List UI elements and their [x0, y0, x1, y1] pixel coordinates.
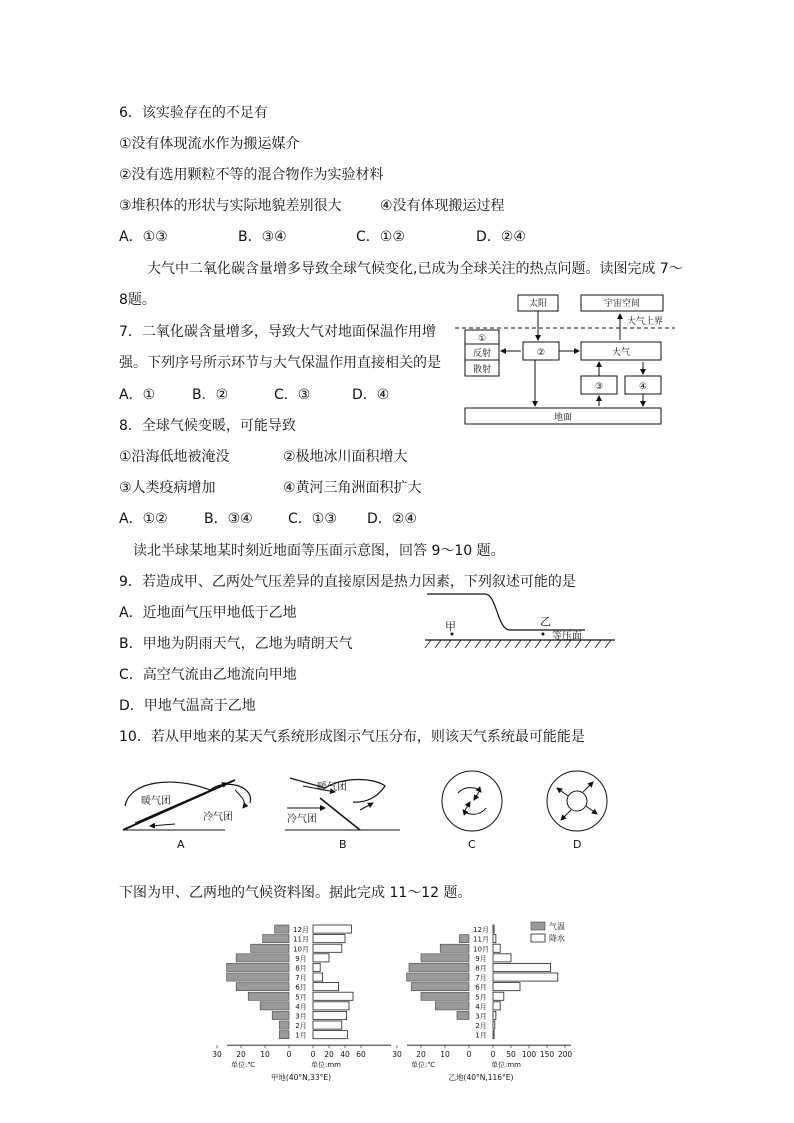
q10-stem: 10．若从甲地来的某天气系统形成图示气压分布，则该天气系统最可能能是: [119, 729, 585, 745]
precip-bar: [313, 973, 323, 981]
month-label: 9月: [475, 954, 487, 963]
q6-statement-4: ④没有体现搬运过程: [380, 198, 505, 214]
temp-bar: [279, 1031, 289, 1039]
option-c-cyclone: [442, 771, 502, 831]
q8-option-c: C．①③: [288, 511, 337, 527]
month-label: 7月: [475, 974, 487, 983]
unit-precip: 单位:mm: [311, 1061, 341, 1070]
month-label: 3月: [475, 1012, 487, 1021]
chart-title: 乙地(40°N,116°E): [448, 1073, 514, 1083]
temp-bar: [263, 935, 289, 943]
tick-label-temp: 10: [440, 1050, 450, 1060]
temp-bar: [440, 944, 469, 952]
precip-bar: [313, 983, 339, 991]
temp-bar: [236, 983, 289, 991]
legend-precip-label: 降水: [549, 934, 565, 943]
month-label: 1月: [295, 1031, 307, 1040]
label-b: B: [339, 838, 347, 851]
q9-option-d: D．甲地气温高于乙地: [119, 698, 256, 714]
temp-bar: [227, 963, 289, 971]
unit-temp: 单位:℃: [231, 1061, 256, 1070]
month-label: 4月: [475, 1002, 487, 1011]
tick-label-temp: 30: [392, 1050, 402, 1060]
tick-label-temp: 20: [236, 1050, 246, 1060]
precip-bar: [313, 992, 353, 1000]
q8-option-d: D．②④: [367, 511, 417, 527]
intro-7-8-line2: 8题。: [119, 292, 156, 308]
q6-statement-2: ②没有选用颗粒不等的混合物作为实验材料: [119, 167, 384, 183]
weather-systems-diagram: [115, 768, 615, 853]
month-label: 6月: [295, 983, 307, 992]
precip-bar: [313, 963, 320, 971]
box-4-label: ④: [638, 382, 648, 392]
q7-option-a: A．①: [119, 387, 156, 403]
temp-bar: [227, 973, 289, 981]
q9-option-a: A．近地面气压甲地低于乙地: [119, 605, 297, 621]
month-label: 2月: [475, 1022, 487, 1031]
temp-bar: [457, 1011, 469, 1019]
q7-option-d: D．④: [352, 387, 390, 403]
q8-stem: 8．全球气候变暖，可能导致: [119, 418, 296, 434]
month-label: 10月: [293, 945, 309, 954]
precip-bar: [313, 1002, 349, 1010]
q9-stem: 9．若造成甲、乙两处气压差异的直接原因是热力因素，下列叙述可能的是: [119, 574, 576, 590]
temp-bar: [260, 1002, 289, 1010]
temp-bar: [251, 944, 289, 952]
precip-bar: [313, 954, 329, 962]
box-3-label: ③: [594, 382, 604, 392]
precip-bar: [313, 1031, 347, 1039]
reflect-label: 反射: [472, 349, 492, 359]
q7-line1: 7．二氧化碳含量增多，导致大气对地面保温作用增: [119, 324, 436, 340]
q8-statement-3: ③人类疫病增加: [119, 480, 216, 496]
jia-label: 甲: [445, 620, 456, 633]
climate-charts: [212, 918, 585, 1083]
tick-label-precip: 100: [521, 1050, 537, 1060]
legend-precip-swatch: [531, 934, 545, 942]
precip-bar: [493, 944, 500, 952]
label-d: D: [573, 838, 582, 851]
ground-label: 地面: [553, 413, 573, 423]
sun-label: 太阳: [528, 299, 548, 309]
yi-label: 乙: [540, 615, 551, 628]
temp-bar: [421, 992, 469, 1000]
intro-11-12: 下图为甲、乙两地的气候资料图。据此完成 11～12 题。: [119, 885, 472, 901]
month-label: 8月: [295, 964, 307, 973]
scatter-label: 散射: [472, 365, 492, 375]
intro-9-10: 读北半球某地某时刻近地面等压面示意图，回答 9～10 题。: [133, 543, 505, 559]
month-label: 8月: [475, 964, 487, 973]
precip-bar: [313, 925, 351, 933]
q6-option-d: D．②④: [476, 229, 526, 245]
precip-bar: [493, 1002, 500, 1010]
upper-boundary-label: 大气上界: [626, 317, 664, 327]
q9-option-c: C．高空气流由乙地流向甲地: [119, 667, 297, 683]
atmosphere-heat-diagram: [455, 290, 675, 430]
month-label: 6月: [475, 983, 487, 992]
precip-bar: [493, 963, 551, 971]
a-warm-label: 暖气团: [141, 796, 171, 807]
q8-statement-2: ②极地冰川面积增大: [283, 449, 408, 465]
tick-label-precip: 0: [490, 1050, 496, 1060]
b-warm-label: 暖气团: [317, 782, 347, 793]
intro-7-8-line1: 大气中二氧化碳含量增多导致全球气候变化,已成为全球关注的热点问题。读图完成 7～: [147, 261, 683, 277]
month-label: 10月: [473, 945, 489, 954]
tick-label-precip: 40: [340, 1050, 350, 1060]
a-cold-label: 冷气团: [203, 812, 233, 823]
q6-stem: 6．该实验存在的不足有: [119, 105, 268, 121]
temp-bar: [435, 1002, 469, 1010]
isobar-label: 等压面: [552, 631, 582, 642]
month-label: 7月: [295, 974, 307, 983]
tick-label-temp: 0: [286, 1050, 292, 1060]
unit-precip: 单位:mm: [491, 1061, 521, 1070]
month-label: 4月: [295, 1002, 307, 1011]
temp-bar: [236, 954, 289, 962]
q8-option-b: B．③④: [204, 511, 253, 527]
precip-bar: [313, 944, 342, 952]
tick-label-precip: 200: [557, 1050, 573, 1060]
month-label: 12月: [293, 926, 309, 935]
chart-title: 甲地(40°N,33°E): [270, 1073, 332, 1083]
tick-label-precip: 50: [506, 1050, 516, 1060]
temp-bar: [248, 992, 289, 1000]
yi-point: [542, 633, 545, 636]
q7-line2: 强。下列序号所示环节与大气保温作用直接相关的是: [119, 355, 441, 371]
month-label: 11月: [293, 935, 309, 944]
tick-label-precip: 150: [539, 1050, 555, 1060]
temp-bar: [409, 963, 469, 971]
q6-statement-3: ③堆积体的形状与实际地貌差别很大: [119, 198, 342, 214]
q8-statement-1: ①沿海低地被淹没: [119, 449, 230, 465]
q6-option-c: C．①②: [356, 229, 405, 245]
temp-bar: [459, 935, 469, 943]
tick-label-temp: 0: [466, 1050, 472, 1060]
label-c: C: [468, 838, 476, 851]
label-a: A: [177, 838, 185, 851]
q6-statement-1: ①没有体现流水作为搬运媒介: [119, 136, 300, 152]
precip-bar: [493, 1031, 494, 1039]
precip-bar: [313, 935, 345, 943]
legend-temp-swatch: [531, 922, 545, 930]
temp-bar: [407, 973, 469, 981]
isobar-diagram: [425, 588, 620, 650]
month-label: 5月: [475, 993, 487, 1002]
b-cold-label: 冷气团: [287, 814, 317, 825]
precip-bar: [493, 925, 494, 933]
option-d-anticyclone: [547, 771, 607, 831]
temp-bar: [272, 1011, 289, 1019]
unit-temp: 单位:℃: [411, 1061, 436, 1070]
tick-label-temp: 20: [416, 1050, 426, 1060]
legend-temp-label: 气温: [549, 922, 565, 931]
box-2-label: ②: [536, 348, 546, 358]
precip-bar: [493, 935, 496, 943]
tick-label-precip: 0: [310, 1050, 316, 1060]
month-label: 2月: [295, 1022, 307, 1031]
temp-bar: [421, 954, 469, 962]
precip-bar: [493, 1021, 495, 1029]
q7-option-b: B．②: [192, 387, 229, 403]
month-label: 5月: [295, 993, 307, 1002]
month-label: 3月: [295, 1012, 307, 1021]
month-label: 1月: [475, 1031, 487, 1040]
temp-bar: [279, 1021, 289, 1029]
q8-option-a: A．①②: [119, 511, 168, 527]
precip-bar: [313, 1021, 342, 1029]
month-label: 12月: [473, 926, 489, 935]
month-label: 11月: [473, 935, 489, 944]
tick-label-temp: 10: [260, 1050, 270, 1060]
precip-bar: [493, 973, 558, 981]
precip-bar: [493, 1011, 496, 1019]
q8-statement-4: ④黄河三角洲面积扩大: [283, 480, 422, 496]
month-label: 9月: [295, 954, 307, 963]
q6-option-b: B．③④: [238, 229, 287, 245]
temp-bar: [411, 983, 469, 991]
tick-label-precip: 60: [356, 1050, 366, 1060]
q6-option-a: A．①③: [119, 229, 168, 245]
box-1-label: ①: [477, 334, 487, 344]
precip-bar: [493, 954, 511, 962]
temp-bar: [275, 925, 289, 933]
q7-option-c: C．③: [274, 387, 311, 403]
q9-option-b: B．甲地为阴雨天气，乙地为晴朗天气: [119, 636, 353, 652]
atmosphere-label: 大气: [611, 348, 631, 358]
tick-label-precip: 20: [324, 1050, 334, 1060]
space-label: 宇宙空间: [603, 299, 641, 309]
precip-bar: [313, 1011, 347, 1019]
tick-label-temp: 30: [212, 1050, 222, 1060]
precip-bar: [493, 992, 504, 1000]
precip-bar: [493, 983, 520, 991]
